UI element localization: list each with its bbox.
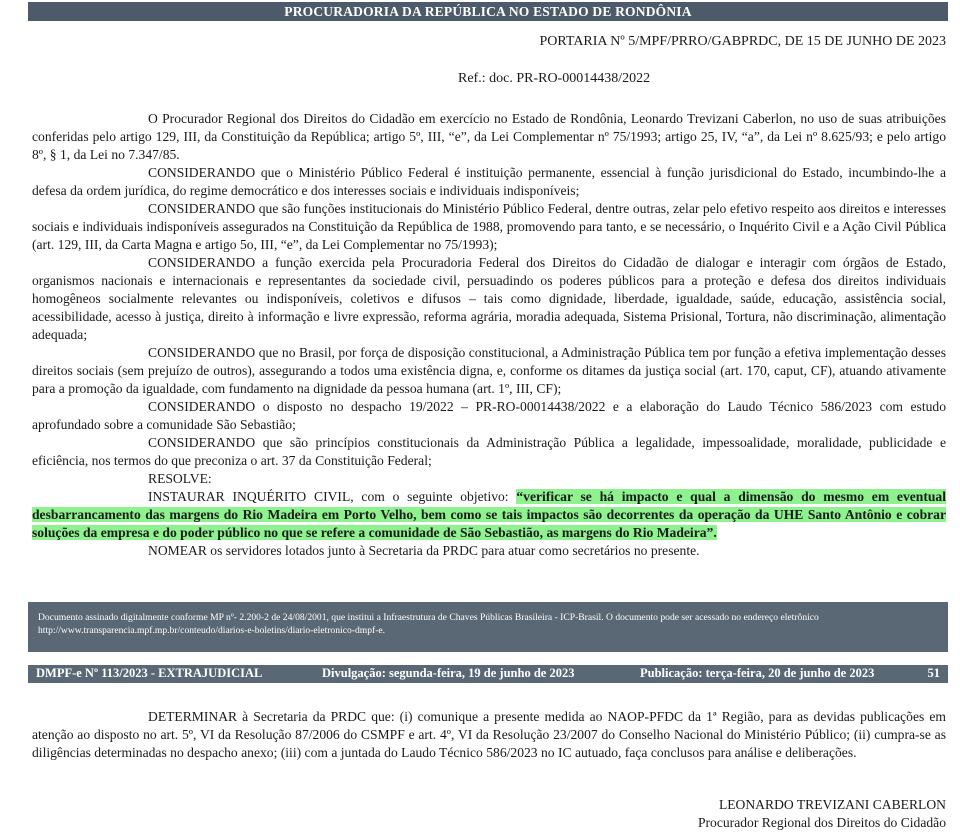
signer-role: Procurador Regional dos Direitos do Cidadão (697, 815, 946, 830)
highlighted-objective: “verificar se há impacto e qual a dimensão do mesmo em eventual desbarrancamento das margens do Rio Madeira em Porto Velho, bem como se tais impactos são decorrentes da operação da UHE Santo Antônio e cobrar soluções da empresa e do poder público no que se refere a comunidade de São Sebastião, as margens do Rio Madeira”. (32, 489, 947, 540)
considerando-paragraph-5: CONSIDERANDO o disposto no despacho 19/2022 – PR-RO-00014438/2022 e a elaboração do Laudo Técnico 586/2023 com estudo aprofundado sobre a comunidade São Sebastião; (32, 399, 946, 432)
document-body (32, 110, 946, 560)
publication-footer-bar (28, 665, 948, 683)
considerando-paragraph-3: CONSIDERANDO a função exercida pela Procuradoria Federal dos Direitos do Cidadão de dialogar e interagir com órgãos de Estado, organismos nacionais e internacionais e representantes da sociedade civil, persuadindo os poderes públicos para a proteção e defesa dos direitos individuais homogêneos socialmente relevantes ou indisponíveis, coletivos e difusos – tais como dignidade, liberdade, igualdade, saúde, educação, assistência social, acessibilidade, acesso à justiça, direito à informação e livre expressão, reforma agrária, moradia adequada, Sistema Prisional, Tortura, não discriminação, alimentação adequada; (32, 255, 946, 342)
edition-label: DMPF-e Nº 113/2023 - EXTRAJUDICIAL (36, 666, 263, 680)
divulgacao-date: Divulgação: segunda-feira, 19 de junho de 2023 (322, 666, 575, 680)
resolve-heading: RESOLVE: (148, 471, 212, 486)
considerando-paragraph-4: CONSIDERANDO que no Brasil, por força de disposição constitucional, a Administração Pública tem por função a efetiva implementação desses direitos sociais (sem prejuízo de outros), assegurando a todos uma existência digna, e, conforme os ditames da justiça social (art. 170, caput, CF), atuando ativamente para a promoção da igualdade, com fundamento na dignidade da pessoa humana (art. 1º, III, CF); (32, 345, 946, 396)
considerando-paragraph-6: CONSIDERANDO que são princípios constitucionais da Administração Pública a legalidade, impessoalidade, moralidade, publicidade e eficiência, nos termos do que preconiza o art. 37 da Constituição Federal; (32, 435, 946, 468)
intro-paragraph: O Procurador Regional dos Direitos do Cidadão em exercício no Estado de Rondônia, Leonardo Trevizani Caberlon, no uso de suas atribuições conferidas pelo artigo 129, III, da Constituição da República; artigo 5º, III, “e”, da Lei Complementar nº 75/1993; artigo 25, IV, “a”, da Lei nº 8.625/93; e pelo artigo 8º, § 1, da Lei no 7.347/85. (32, 111, 946, 162)
determinar-paragraph: DETERMINAR à Secretaria da PRDC que: (i) comunique a presente medida ao NAOP-PFDC da 1ª Região, para as devidas publicações em atenção ao disposto no art. 5º, VI da Resolução 87/2006 do CSMPF e art. 4º, VI da Resolução 23/2007 do Conselho Nacional do Ministério Público; (ii) cumpra-se as diligências determinadas no despacho anexo; (iii) com a juntada do Laudo Técnico 586/2023 no IC autuado, faça conclusos para análise e deliberações. (32, 709, 946, 760)
header-banner (28, 2, 948, 21)
page-number: 51 (927, 666, 940, 680)
signer-name: LEONARDO TREVIZANI CABERLON (718, 797, 946, 812)
portaria-title: PORTARIA Nº 5/MPF/PRRO/GABPRDC, DE 15 DE JUNHO DE 2023 (539, 34, 946, 49)
considerando-paragraph-2: CONSIDERANDO que são funções institucionais do Ministério Público Federal, dentre outras, zelar pelo efetivo respeito aos direitos e interesses sociais e individuais indisponíveis assegurados na Constituição da República de 1988, promovendo para tanto, e se necessário, o Inquérito Civil e a Ação Civil Pública (art. 129, III, da Carta Magna e artigo 5o, III, “e”, da Lei Complementar no 75/1993); (32, 201, 946, 252)
publicacao-date: Publicação: terça-feira, 20 de junho de 2023 (640, 666, 875, 680)
header-title: PROCURADORIA DA REPÚBLICA NO ESTADO DE RONDÔNIA (284, 3, 692, 19)
signature-block (698, 796, 946, 832)
nomear-paragraph: NOMEAR os servidores lotados junto à Secretaria da PRDC para atuar como secretários no presente. (148, 543, 700, 558)
instaurar-paragraph (32, 488, 946, 542)
instaurar-lead: INSTAURAR INQUÉRITO CIVIL, com o seguinte objetivo: (148, 489, 517, 504)
considerando-paragraph-1: CONSIDERANDO que o Ministério Público Federal é instituição permanente, essencial à função jurisdicional do Estado, incumbindo-lhe a defesa da ordem jurídica, do regime democrático e dos interesses sociais e individuais indisponíveis; (32, 165, 946, 198)
digital-signature-notice: Documento assinado digitalmente conforme MP nº- 2.200-2 de 24/08/2001, que institui a Infraestrutura de Chaves Públicas Brasileira - ICP-Brasil. O documento pode ser acessado no endereço eletrônico http://www.transparencia.mpf.mp.br/conteudo/diarios-e-boletins/diario-eletronico-dmpf-e. (28, 602, 948, 652)
reference-line: Ref.: doc. PR-RO-00014438/2022 (458, 71, 651, 86)
determinar-section (32, 708, 946, 762)
